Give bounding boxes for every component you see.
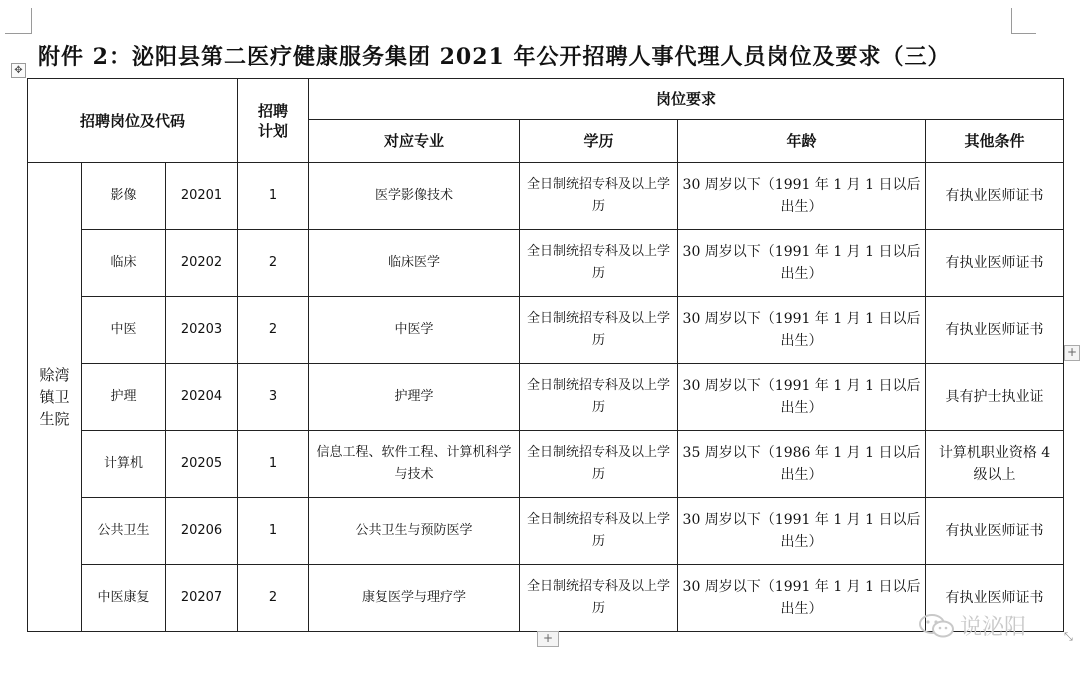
positions-table: [27, 78, 1064, 632]
plan-count-cell: 3: [238, 364, 309, 431]
post-name-cell: 影像: [82, 163, 166, 230]
other-condition-cell: 有执业医师证书: [926, 163, 1064, 230]
table-row: [28, 163, 1064, 230]
age-cell: 30 周岁以下（1991 年 1 月 1 日以后出生）: [678, 297, 926, 364]
header-education: 学历: [520, 120, 678, 163]
post-name-cell: 临床: [82, 230, 166, 297]
major-cell: 康复医学与理疗学: [309, 565, 520, 632]
other-condition-cell: 有执业医师证书: [926, 230, 1064, 297]
watermark: [918, 610, 1026, 641]
other-condition-cell: 计算机职业资格 4 级以上: [926, 431, 1064, 498]
post-name-cell: 中医: [82, 297, 166, 364]
major-cell: 公共卫生与预防医学: [309, 498, 520, 565]
table-row: [28, 230, 1064, 297]
plan-count-cell: 2: [238, 230, 309, 297]
post-code-cell: 20202: [166, 230, 238, 297]
plan-count-cell: 1: [238, 498, 309, 565]
page-corner-mark-right: [1011, 8, 1036, 34]
post-code-cell: 20201: [166, 163, 238, 230]
education-cell: 全日制统招专科及以上学历: [520, 297, 678, 364]
watermark-text: 说泌阳: [960, 615, 1027, 640]
education-cell: 全日制统招专科及以上学历: [520, 565, 678, 632]
plus-icon: +: [542, 631, 554, 645]
post-name-cell: 护理: [82, 364, 166, 431]
unit-name-cell: 赊湾 镇卫 生院: [28, 163, 82, 632]
header-plan: 招聘 计划: [238, 79, 309, 163]
header-position-code: 招聘岗位及代码: [28, 79, 238, 163]
major-cell: 医学影像技术: [309, 163, 520, 230]
age-cell: 30 周岁以下（1991 年 1 月 1 日以后出生）: [678, 565, 926, 632]
other-condition-cell: 具有护士执业证: [926, 364, 1064, 431]
document-title: 附件 2：泌阳县第二医疗健康服务集团 2021 年公开招聘人事代理人员岗位及要求（三）: [38, 44, 951, 70]
header-major: 对应专业: [309, 120, 520, 163]
header-other: 其他条件: [926, 120, 1064, 163]
age-cell: 30 周岁以下（1991 年 1 月 1 日以后出生）: [678, 364, 926, 431]
add-row-button[interactable]: [537, 631, 559, 647]
plan-count-cell: 1: [238, 163, 309, 230]
plan-count-cell: 2: [238, 297, 309, 364]
page-corner-mark-left: [5, 8, 32, 34]
table-move-handle-icon[interactable]: ✥: [11, 63, 26, 78]
education-cell: 全日制统招专科及以上学历: [520, 364, 678, 431]
plus-icon: +: [1066, 345, 1078, 359]
major-cell: 临床医学: [309, 230, 520, 297]
major-cell: 中医学: [309, 297, 520, 364]
other-condition-cell: 有执业医师证书: [926, 565, 1064, 632]
post-code-cell: 20206: [166, 498, 238, 565]
plan-count-cell: 2: [238, 565, 309, 632]
education-cell: 全日制统招专科及以上学历: [520, 163, 678, 230]
table-resize-handle-icon[interactable]: ⤡: [1064, 630, 1073, 643]
age-cell: 35 周岁以下（1986 年 1 月 1 日以后出生）: [678, 431, 926, 498]
education-cell: 全日制统招专科及以上学历: [520, 431, 678, 498]
education-cell: 全日制统招专科及以上学历: [520, 498, 678, 565]
post-code-cell: 20207: [166, 565, 238, 632]
major-cell: 信息工程、软件工程、计算机科学与技术: [309, 431, 520, 498]
post-name-cell: 计算机: [82, 431, 166, 498]
header-requirements: 岗位要求: [309, 79, 1064, 120]
plan-count-cell: 1: [238, 431, 309, 498]
wechat-icon: [918, 613, 956, 639]
other-condition-cell: 有执业医师证书: [926, 297, 1064, 364]
major-cell: 护理学: [309, 364, 520, 431]
post-name-cell: 中医康复: [82, 565, 166, 632]
table-row: [28, 498, 1064, 565]
post-code-cell: 20203: [166, 297, 238, 364]
table-row: [28, 364, 1064, 431]
add-column-button[interactable]: [1064, 345, 1080, 361]
post-name-cell: 公共卫生: [82, 498, 166, 565]
age-cell: 30 周岁以下（1991 年 1 月 1 日以后出生）: [678, 498, 926, 565]
age-cell: 30 周岁以下（1991 年 1 月 1 日以后出生）: [678, 163, 926, 230]
table-row: [28, 297, 1064, 364]
other-condition-cell: 有执业医师证书: [926, 498, 1064, 565]
post-code-cell: 20205: [166, 431, 238, 498]
table-row: [28, 565, 1064, 632]
header-age: 年龄: [678, 120, 926, 163]
education-cell: 全日制统招专科及以上学历: [520, 230, 678, 297]
table-row: [28, 431, 1064, 498]
age-cell: 30 周岁以下（1991 年 1 月 1 日以后出生）: [678, 230, 926, 297]
post-code-cell: 20204: [166, 364, 238, 431]
